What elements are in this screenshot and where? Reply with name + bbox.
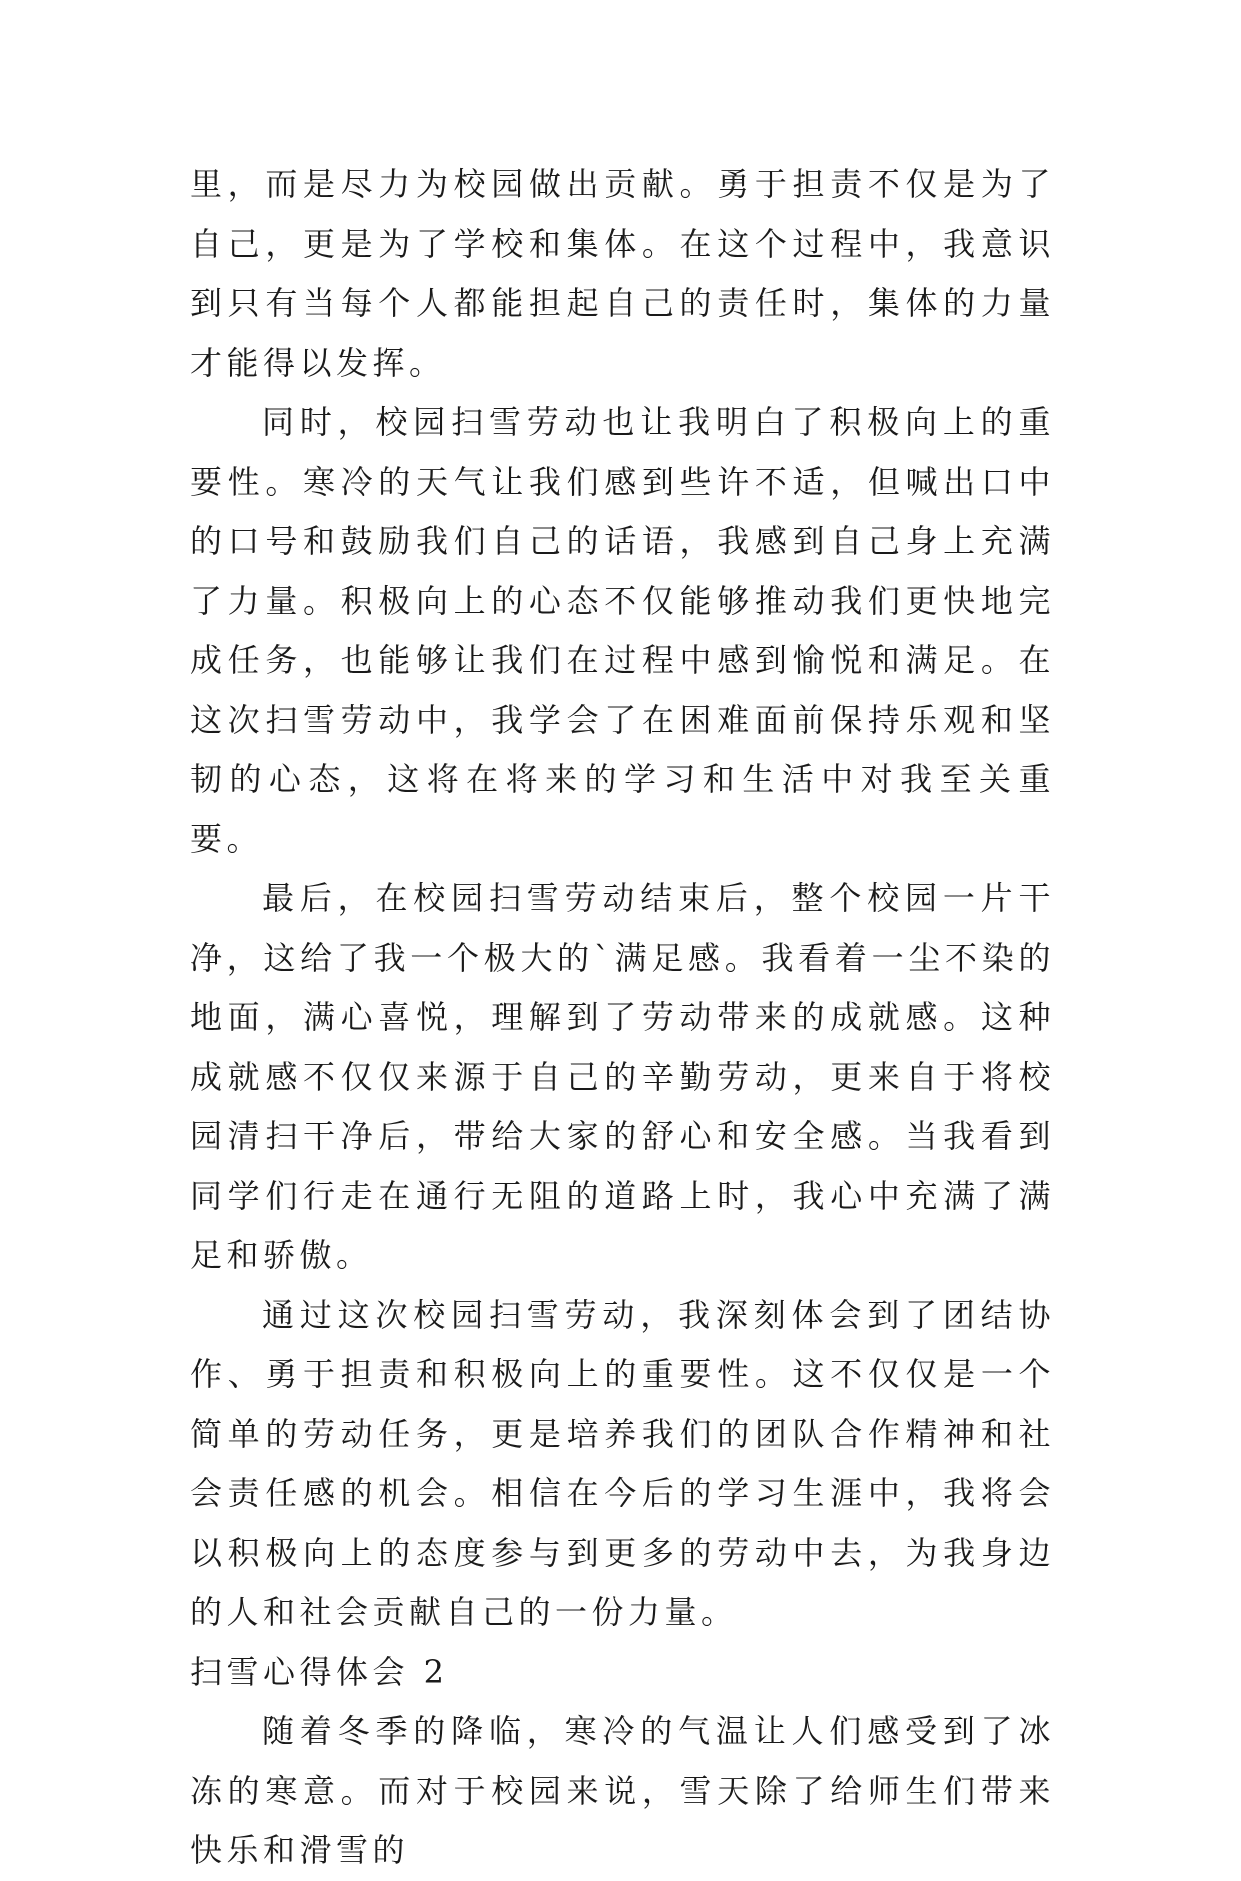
document-page xyxy=(190,155,1055,1881)
body-paragraph-winter: 随着冬季的降临，寒冷的气温让人们感受到了冰冻的寒意。而对于校园来说，雪天除了给师生们带来快乐和滑雪的 xyxy=(190,1712,1055,1869)
body-paragraph-positivity: 同时，校园扫雪劳动也让我明白了积极向上的重要性。寒冷的天气让我们感到些许不适，但喊出口中的口号和鼓励我们自己的话语，我感到自己身上充满了力量。积极向上的心态不仅能够推动我们更快地完成任务，也能够让我们在过程中感到愉悦和满足。在这次扫雪劳动中，我学会了在困难面前保持乐观和坚韧的心态，这将在将来的学习和生活中对我至关重要。 xyxy=(190,403,1055,858)
body-paragraph-conclusion: 通过这次校园扫雪劳动，我深刻体会到了团结协作、勇于担责和积极向上的重要性。这不仅仅是一个简单的劳动任务，更是培养我们的团队合作精神和社会责任感的机会。相信在今后的学习生涯中，我将会以积极向上的态度参与到更多的劳动中去，为我身边的人和社会贡献自己的一份力量。 xyxy=(190,1295,1055,1631)
body-paragraph-continuation: 里，而是尽力为校园做出贡献。勇于担责不仅是为了自己，更是为了学校和集体。在这个过程中，我意识到只有当每个人都能担起自己的责任时，集体的力量才能得以发挥。 xyxy=(190,165,1055,382)
body-paragraph-satisfaction: 最后，在校园扫雪劳动结束后，整个校园一片干净，这给了我一个极大的`满足感。我看着一尘不染的地面，满心喜悦，理解到了劳动带来的成就感。这种成就感不仅仅来源于自己的辛勤劳动，更来自于将校园清扫干净后，带给大家的舒心和安全感。当我看到同学们行走在通行无阻的道路上时，我心中充满了满足和骄傲。 xyxy=(190,879,1055,1274)
section-heading: 扫雪心得体会 2 xyxy=(190,1652,449,1691)
